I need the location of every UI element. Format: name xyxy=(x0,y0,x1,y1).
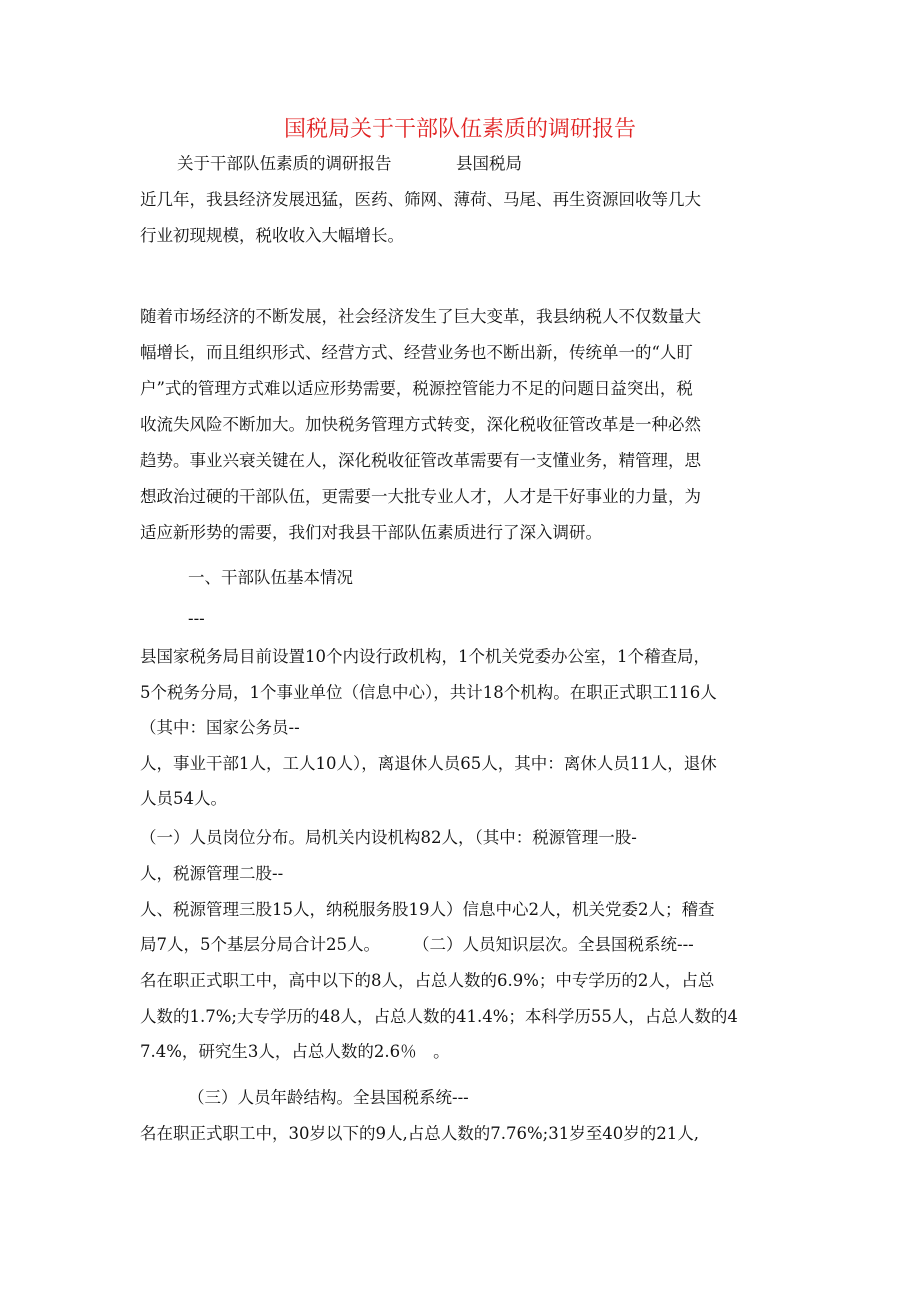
section-heading: （三）人员年龄结构。全县国税系统--- xyxy=(188,1088,469,1107)
body-line: 随着市场经济的不断发展，社会经济发生了巨大变革，我县纳税人不仅数量大 xyxy=(140,307,701,326)
document-title: 国税局关于干部队伍素质的调研报告 xyxy=(283,117,636,142)
body-line: 人，税源管理二股-- xyxy=(140,864,284,883)
body-line: 户”式的管理方式难以适应形势需要，税源控管能力不足的问题日益突出，税 xyxy=(140,379,693,398)
body-line: 想政治过硬的干部队伍，更需要一大批专业人才，人才是干好事业的力量，为 xyxy=(140,487,701,506)
body-line: 县国家税务局目前设置10个内设行政机构，1个机关党委办公室，1个稽查局， xyxy=(140,647,710,666)
body-line: 收流失风险不断加大。加快税务管理方式转变，深化税收征管改革是一种必然 xyxy=(140,415,701,434)
body-line: 幅增长，而且组织形式、经营方式、经营业务也不断出新，传统单一的“人盯 xyxy=(140,343,693,362)
body-line: 适应新形势的需要，我们对我县干部队伍素质进行了深入调研。 xyxy=(140,523,602,542)
subtitle-report-name: 关于干部队伍素质的调研报告 xyxy=(177,154,392,173)
body-line: 近几年，我县经济发展迅猛，医药、筛网、薄荷、马尾、再生资源回收等几大 xyxy=(140,190,701,209)
body-line: 行业初现规模，税收收入大幅增长。 xyxy=(140,226,404,245)
body-line: 5个税务分局，1个事业单位（信息中心），共计18个机构。在职正式职工116人 xyxy=(140,683,717,702)
body-line: 局7人，5个基层分局合计25人。 （二）人员知识层次。全县国税系统--- xyxy=(140,935,694,954)
body-line: 人员54人。 xyxy=(140,789,227,808)
body-line: 名在职正式职工中，高中以下的8人，占总人数的6.9%；中专学历的2人，占总 xyxy=(140,971,715,990)
body-line: 名在职正式职工中，30岁以下的9人,占总人数的7.76%;31岁至40岁的21人, xyxy=(140,1124,699,1143)
section-heading: 一、干部队伍基本情况 xyxy=(188,568,353,587)
body-line: 人，事业干部1人，工人10人），离退休人员65人，其中：离休人员11人，退休 xyxy=(140,754,717,773)
body-line: （一）人员岗位分布。局机关内设机构82人，（其中：税源管理一股- xyxy=(140,828,637,847)
body-line: 人、税源管理三股15人，纳税服务股19人）信息中心2人，机关党委2人；稽查 xyxy=(140,900,715,919)
separator-text: --- xyxy=(188,609,205,628)
body-line: 7.4%，研究生3人，占总人数的2.6％ 。 xyxy=(140,1042,450,1061)
subtitle-author: 县国税局 xyxy=(456,154,522,173)
body-line: 趋势。事业兴衰关键在人，深化税收征管改革需要有一支懂业务，精管理，思 xyxy=(140,451,701,470)
body-line: 人数的1.7%;大专学历的48人，占总人数的41.4%；本科学历55人，占总人数的4 xyxy=(140,1007,738,1026)
body-line: （其中：国家公务员-- xyxy=(140,718,300,737)
